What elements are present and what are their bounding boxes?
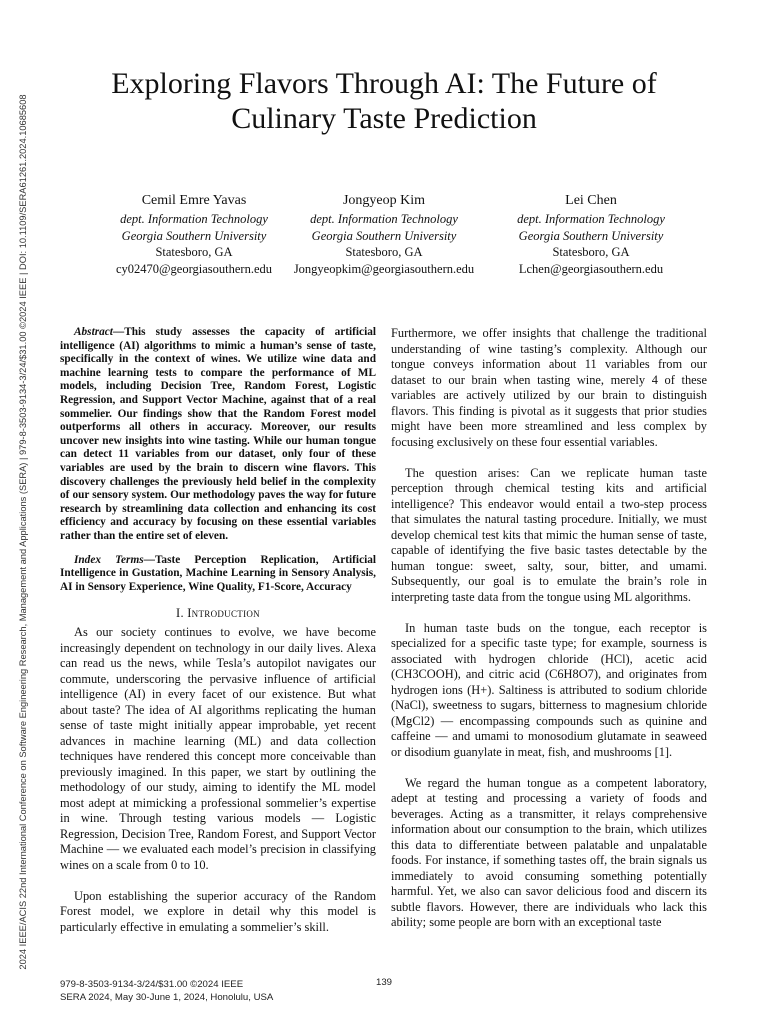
title-line-1: Exploring Flavors Through AI: The Future of: [111, 67, 657, 100]
author-name: Cemil Emre Yavas: [141, 193, 247, 208]
left-column: [60, 326, 376, 935]
body-paragraph: The question arises: Can we replicate human taste perception through chemical testing kits and artificial intelligence? This endeavor would entail a two-step process that simulates the natural tasting procedure. Initially, we must develop chemical test kits that mimic the human sense of taste, capable of identifying the five basic tastes detectable by the human tongue: sweet, salty, sour, bitter, and umami. Subsequently, our goal is to emulate the brain’s role in interpreting taste data from the tongue using ML algorithms.: [391, 465, 707, 604]
section-number: I.: [176, 606, 184, 621]
author-location: Statesboro, GA: [552, 245, 630, 260]
side-banner-citation: 2024 IEEE/ACIS 22nd International Conference on Software Engineering Research, Management and Applications (SERA) | 979-8-3503-9134-3/24/$31.00 ©2024 IEEE | DOI: 10.1109/SERA61261.2024.10685608: [18, 94, 28, 970]
footer-left: [60, 978, 273, 1004]
right-column: [391, 326, 707, 931]
index-terms: [60, 554, 376, 595]
author-block-2: [269, 191, 499, 277]
abstract-label: Abstract: [74, 326, 113, 338]
author-block-3: [476, 191, 706, 277]
section-title: Introduction: [187, 606, 260, 621]
author-dept: dept. Information Technology: [517, 212, 665, 226]
author-university: Georgia Southern University: [518, 228, 664, 243]
abstract-text: —This study assesses the capacity of artificial intelligence (AI) algorithms to mimic a human’s sense of taste, specifically in the context of wines. We utilize wine data and machine learning tests to compare the performance of ML models, including Decision Tree, Random Forest, Logistic Regression, and Support Vector Machine, against that of a real sommelier. Our findings show that the Random Forest model outperforms all others in accuracy. Moreover, our results uncover new insights into wine tasting. While our human tongue can detect 11 variables from our dataset, only four of these variables are used by the brain to discern wine flavors. This discovery challenges the previously held belief in the complexity of our sensory system. Our methodology paves the way for future research by streamlining data collection and enhancing its cost efficiency and accuracy by focusing on these essential variables rather than the entire set of eleven.: [60, 326, 376, 542]
author-email: Lchen@georgiasouthern.edu: [518, 261, 664, 276]
body-paragraph: We regard the human tongue as a competent laboratory, adept at testing and processing a variety of foods and beverages. Acting as a transmitter, it relays comprehensive information about our consumption to the brain, which utilizes this data to differentiate between palatable and unpalatable foods. For instance, if something tastes off, the brain signals us immediately to avoid consuming something potentially harmful. Yet, we also can savor delicious food and discern its subtle flavors. However, there are individuals who lack this ability; some people are born with an exceptional taste: [391, 775, 707, 929]
footer-conference: SERA 2024, May 30-June 1, 2024, Honolulu, USA: [60, 992, 274, 1003]
body-paragraph: Furthermore, we offer insights that challenge the traditional understanding of wine tasting’s complexity. Although our tongue conveys information about 11 variables from our dataset to our brain when tasting wine, merely 4 of these variables are actively utilized by our brain to distinguish flavors. This finding is pivotal as it suggests that prior studies might have been more streamlined and less complex by focusing exclusively on these four essential variables.: [391, 326, 707, 449]
author-location: Statesboro, GA: [155, 245, 233, 260]
paper-title: [60, 66, 708, 136]
index-terms-text: —Taste Perception Replication, Artificial Intelligence in Gustation, Machine Learning in Sensory Analysis, AI in Sensory Experience, Wine Quality, F1-Score, Accuracy: [60, 553, 377, 593]
index-terms-label: Index Terms: [74, 553, 144, 566]
author-dept: dept. Information Technology: [310, 212, 458, 226]
body-paragraph: In human taste buds on the tongue, each receptor is specialized for a specific taste type; for example, sourness is associated with hydrogen chloride (HCl), acetic acid (CH3COOH), and citric acid (C6H8O7), and originates from hydrogen ions (H+). Saltiness is attributed to sodium chloride (NaCl), sweetness to sugars, bitterness to magnesium chloride (MgCl2) — encompassing compounds such as quinine and caffeine — and umami to monosodium glutamate in seaweed or disodium guanylate in meat, fish, and mushrooms [1].: [391, 620, 707, 759]
section-heading-introduction: [60, 606, 376, 621]
abstract: [60, 326, 376, 544]
author-university: Georgia Southern University: [311, 228, 457, 243]
footer-isbn: 979-8-3503-9134-3/24/$31.00 ©2024 IEEE: [60, 979, 244, 990]
author-email: Jongyeopkim@georgiasouthern.edu: [293, 261, 475, 276]
body-paragraph: Upon establishing the superior accuracy of the Random Forest model, we explore in detail why this model is particularly effective in emulating a sommelier’s skill.: [60, 888, 376, 934]
author-dept: dept. Information Technology: [120, 212, 268, 226]
author-university: Georgia Southern University: [121, 228, 267, 243]
author-name: Lei Chen: [565, 193, 617, 208]
page-number: 139: [375, 977, 392, 988]
body-paragraph: As our society continues to evolve, we have become increasingly dependent on technology in our daily lives. Alexa can read us the news, while Tesla’s autopilot navigates our commute, underscoring the pervasive influence of artificial intelligence (AI) in every facet of our existence. But what about taste? The idea of AI algorithms replicating the human sense of taste might initially appear improbable, yet recent advances in machine learning (ML) and data collection techniques have rendered this concept more conceivable than previously imagined. In this paper, we start by outlining the methodology of our study, aiming to identify the ML model most adept at mimicking a professional sommelier’s expertise in wine. Through testing various models — Logistic Regression, Decision Tree, Random Forest, and Support Vector Machine — we evaluated each model’s precision in classifying wines on a scale from 0 to 10.: [60, 625, 376, 872]
title-line-2: Culinary Taste Prediction: [231, 102, 537, 135]
author-location: Statesboro, GA: [345, 245, 423, 260]
author-email: cy02470@georgiasouthern.edu: [115, 261, 273, 276]
author-name: Jongyeop Kim: [342, 193, 426, 208]
